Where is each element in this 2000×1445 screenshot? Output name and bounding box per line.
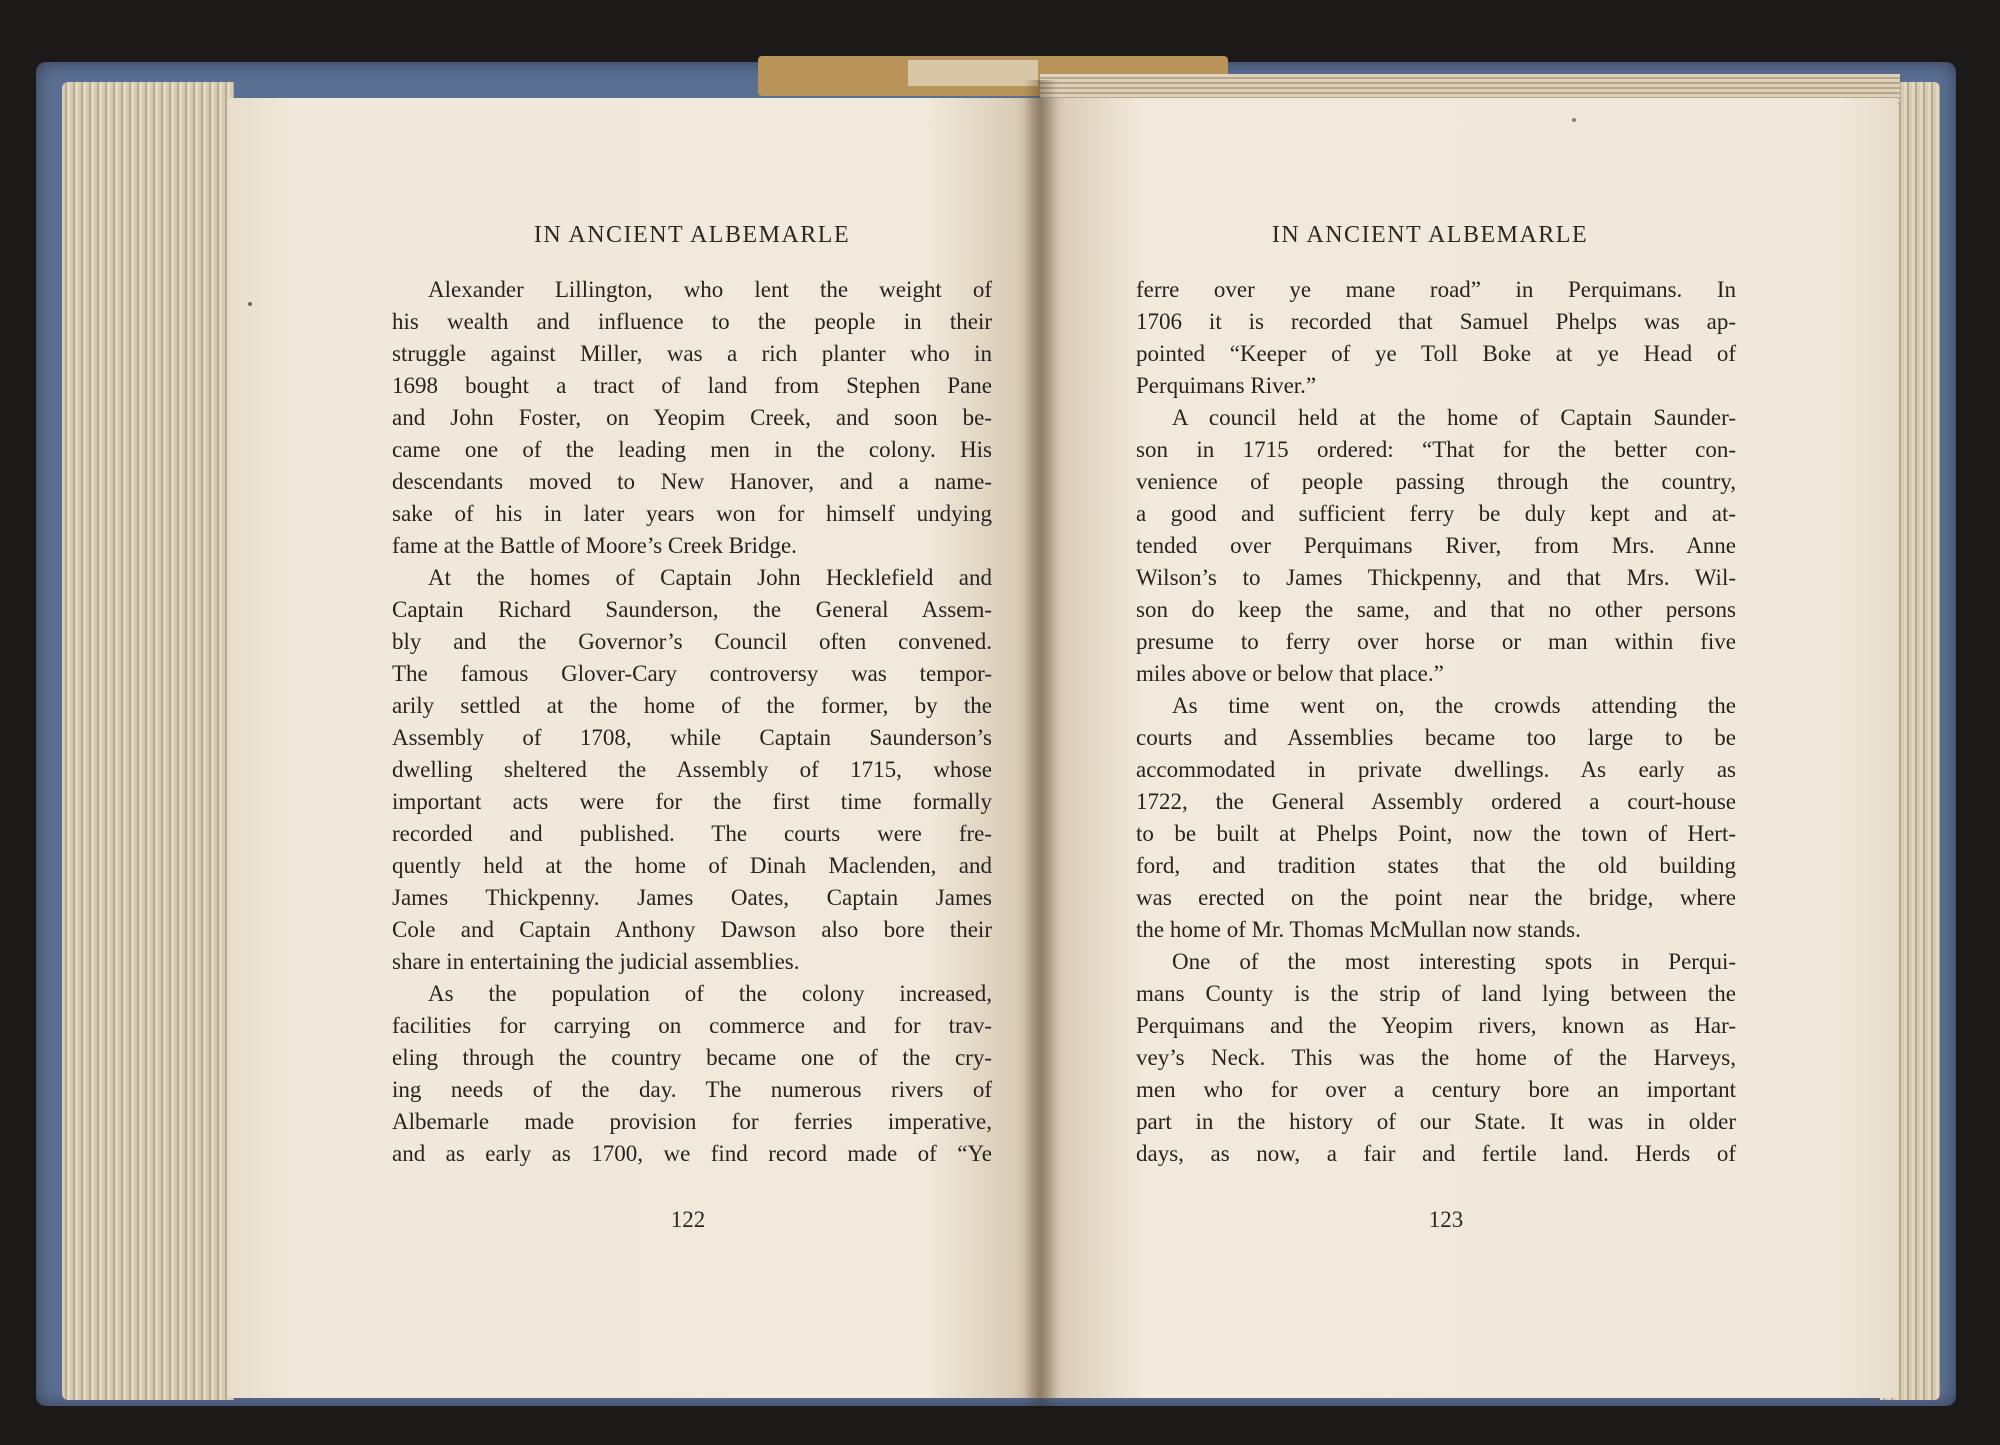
text-line: days, as now, a fair and fertile land. Herds of xyxy=(1136,1141,1736,1166)
text-line: came one of the leading men in the colony. His xyxy=(392,437,992,462)
text-line: important acts were for the first time formally xyxy=(392,789,992,814)
text-line: As time went on, the crowds attending the xyxy=(1172,693,1736,718)
text-line: tended over Perquimans River, from Mrs. Anne xyxy=(1136,533,1736,558)
text-line: vey’s Neck. This was the home of the Harveys, xyxy=(1136,1045,1736,1070)
text-line: ing needs of the day. The numerous rivers of xyxy=(392,1077,992,1102)
text-line: Assembly of 1708, while Captain Saunderson’s xyxy=(392,725,992,750)
text-line: part in the history of our State. It was in older xyxy=(1136,1109,1736,1134)
paper-speck xyxy=(1572,118,1576,122)
right-page-number: 123 xyxy=(1428,1207,1464,1232)
text-line: presume to ferry over horse or man within five xyxy=(1136,629,1736,654)
text-line: the home of Mr. Thomas McMullan now stands. xyxy=(1136,917,1581,942)
right-body-text xyxy=(1136,274,1736,1170)
left-body-text xyxy=(392,274,992,1170)
text-line: As the population of the colony increased, xyxy=(428,981,992,1006)
paper-speck xyxy=(248,302,252,306)
text-line: Perquimans River.” xyxy=(1136,373,1317,398)
text-line: fame at the Battle of Moore’s Creek Bridge. xyxy=(392,533,797,558)
text-line: descendants moved to New Hanover, and a name- xyxy=(392,469,992,494)
text-line: ferre over ye mane road” in Perquimans. In xyxy=(1136,277,1736,302)
text-line: Perquimans and the Yeopim rivers, known as Har- xyxy=(1136,1013,1736,1038)
text-line: pointed “Keeper of ye Toll Boke at ye Head of xyxy=(1136,341,1736,366)
text-line: courts and Assemblies became too large to be xyxy=(1136,725,1736,750)
right-running-head: IN ANCIENT ALBEMARLE xyxy=(1271,222,1589,248)
text-line: arily settled at the home of the former, by the xyxy=(392,693,992,718)
text-line: Cole and Captain Anthony Dawson also bore their xyxy=(392,917,992,942)
text-line: eling through the country became one of the cry- xyxy=(392,1045,992,1070)
text-line: miles above or below that place.” xyxy=(1136,661,1444,686)
text-line: struggle against Miller, was a rich planter who in xyxy=(392,341,992,366)
text-line: Albemarle made provision for ferries imperative, xyxy=(392,1109,992,1134)
text-line: Captain Richard Saunderson, the General Assem- xyxy=(392,597,992,622)
text-line: One of the most interesting spots in Perqui- xyxy=(1172,949,1736,974)
text-line: ford, and tradition states that the old building xyxy=(1136,853,1736,878)
text-line: accommodated in private dwellings. As early as xyxy=(1136,757,1736,782)
left-running-head: IN ANCIENT ALBEMARLE xyxy=(533,222,851,248)
text-line: 1706 it is recorded that Samuel Phelps was ap- xyxy=(1136,309,1736,334)
text-line: bly and the Governor’s Council often convened. xyxy=(392,629,992,654)
text-line: dwelling sheltered the Assembly of 1715, whose xyxy=(392,757,992,782)
text-line: 1698 bought a tract of land from Stephen Pane xyxy=(392,373,992,398)
text-line: was erected on the point near the bridge, where xyxy=(1136,885,1736,910)
text-line: share in entertaining the judicial assemblies. xyxy=(392,949,800,974)
text-line: At the homes of Captain John Hecklefield and xyxy=(428,565,992,590)
text-line: The famous Glover-Cary controversy was tempor- xyxy=(392,661,992,686)
left-page-number: 122 xyxy=(670,1207,706,1232)
text-line: facilities for carrying on commerce and for trav- xyxy=(392,1013,992,1038)
text-line: to be built at Phelps Point, now the town of Hert- xyxy=(1136,821,1736,846)
text-line: venience of people passing through the country, xyxy=(1136,469,1736,494)
text-line: and John Foster, on Yeopim Creek, and soon be- xyxy=(392,405,992,430)
text-line: his wealth and influence to the people in their xyxy=(392,309,992,334)
book-gutter xyxy=(1024,80,1058,1406)
text-line: recorded and published. The courts were fre- xyxy=(392,821,992,846)
text-line: men who for over a century bore an important xyxy=(1136,1077,1736,1102)
text-line: A council held at the home of Captain Saunder- xyxy=(1172,405,1736,430)
text-line: Wilson’s to James Thickpenny, and that Mrs. Wil- xyxy=(1136,565,1736,590)
text-line: and as early as 1700, we find record made of “Ye xyxy=(392,1141,992,1166)
text-line: 1722, the General Assembly ordered a court-house xyxy=(1136,789,1736,814)
left-page-edges xyxy=(62,82,234,1400)
text-line: mans County is the strip of land lying between the xyxy=(1136,981,1736,1006)
text-line: a good and sufficient ferry be duly kept and at- xyxy=(1136,501,1736,526)
text-line: son do keep the same, and that no other persons xyxy=(1136,597,1736,622)
text-line: sake of his in later years won for himself undying xyxy=(392,501,992,526)
text-line: Alexander Lillington, who lent the weight of xyxy=(428,277,992,302)
text-line: son in 1715 ordered: “That for the better con- xyxy=(1136,437,1736,462)
text-line: quently held at the home of Dinah Maclenden, and xyxy=(392,853,992,878)
text-line: James Thickpenny. James Oates, Captain James xyxy=(392,885,992,910)
